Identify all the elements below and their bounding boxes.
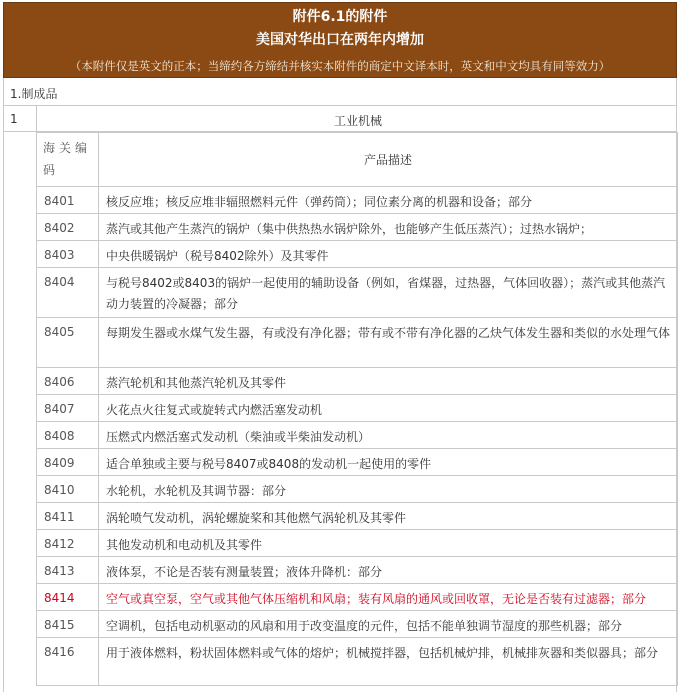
category-divider	[36, 106, 37, 131]
row-description: 核反应堆；核反应堆非辐照燃料元件（弹药筒）；同位素分离的机器和设备；部分	[99, 187, 678, 214]
table-row	[37, 530, 678, 557]
table-row	[37, 584, 678, 611]
row-description: 与税号8402或8403的锅炉一起使用的辅助设备（例如，省煤器，过热器，气体回收器）；蒸汽或其他蒸汽动力装置的冷凝器；部分	[99, 268, 678, 318]
table-row	[37, 476, 678, 503]
section-row	[3, 78, 677, 106]
row-description: 水轮机，水轮机及其调节器：部分	[99, 476, 678, 503]
category-title: 工业机械	[334, 114, 383, 128]
table-row	[37, 241, 678, 268]
table-row	[37, 368, 678, 395]
codes-table	[36, 132, 678, 686]
table-row	[37, 318, 678, 368]
codes-table-container	[3, 132, 677, 692]
row-code: 8408	[37, 422, 99, 449]
row-code: 8404	[37, 268, 99, 318]
header-note: （本附件仅是英文的正本；当缔约各方缔结并核实本附件的商定中文译本时，英文和中文均具有同等效力）	[69, 59, 611, 73]
row-code: 8401	[37, 187, 99, 214]
table-row	[37, 611, 678, 638]
row-description: 蒸汽轮机和其他蒸汽轮机及其零件	[99, 368, 678, 395]
row-code: 8411	[37, 503, 99, 530]
row-code: 8402	[37, 214, 99, 241]
row-code: 8416	[37, 638, 99, 686]
category-number: 1	[10, 112, 18, 126]
row-description: 适合单独或主要与税号8407或8408的发动机一起使用的零件	[99, 449, 678, 476]
row-code: 8412	[37, 530, 99, 557]
table-row	[37, 638, 678, 686]
section-label: 1.制成品	[10, 87, 58, 101]
table-header-row	[37, 133, 678, 187]
column-header-desc: 产品描述	[99, 133, 678, 187]
row-description: 空气或真空泵，空气或其他气体压缩机和风扇；装有风扇的通风或回收罩，无论是否装有过滤器；部分	[99, 584, 678, 611]
table-row	[37, 503, 678, 530]
table-body	[37, 187, 678, 686]
column-header-code-text: 海关编码	[43, 141, 92, 177]
table-row	[37, 557, 678, 584]
table-row	[37, 268, 678, 318]
row-code: 8403	[37, 241, 99, 268]
table-row	[37, 214, 678, 241]
row-code: 8415	[37, 611, 99, 638]
table-row	[37, 449, 678, 476]
row-code: 8413	[37, 557, 99, 584]
row-code: 8405	[37, 318, 99, 368]
row-description: 用于液体燃料，粉状固体燃料或气体的熔炉；机械搅拌器，包括机械炉排，机械排灰器和类似器具；部分	[99, 638, 678, 686]
table-row	[37, 422, 678, 449]
row-code: 8406	[37, 368, 99, 395]
row-description: 火花点火往复式或旋转式内燃活塞发动机	[99, 395, 678, 422]
row-code: 8407	[37, 395, 99, 422]
column-header-code	[37, 133, 99, 187]
header-title-main: 美国对华出口在两年内增加	[256, 32, 424, 48]
document-header	[3, 2, 677, 78]
row-description: 中央供暖锅炉（税号8402除外）及其零件	[99, 241, 678, 268]
row-description: 空调机，包括电动机驱动的风扇和用于改变温度的元件，包括不能单独调节湿度的那些机器；部分	[99, 611, 678, 638]
table-row	[37, 395, 678, 422]
header-title-annex: 附件6.1的附件	[292, 9, 388, 25]
table-row	[37, 187, 678, 214]
row-description: 压燃式内燃活塞式发动机（柴油或半柴油发动机）	[99, 422, 678, 449]
row-description: 液体泵，不论是否装有测量装置；液体升降机：部分	[99, 557, 678, 584]
row-description: 每期发生器或水煤气发生器，有或没有净化器；带有或不带有净化器的乙炔气体发生器和类似的水处理气体	[99, 318, 678, 368]
row-description: 蒸汽或其他产生蒸汽的锅炉（集中供热热水锅炉除外，也能够产生低压蒸汽）；过热水锅炉；	[99, 214, 678, 241]
row-code: 8410	[37, 476, 99, 503]
row-code: 8409	[37, 449, 99, 476]
row-description: 涡轮喷气发动机，涡轮螺旋桨和其他燃气涡轮机及其零件	[99, 503, 678, 530]
row-code: 8414	[37, 584, 99, 611]
row-description: 其他发动机和电动机及其零件	[99, 530, 678, 557]
category-row	[3, 106, 677, 132]
